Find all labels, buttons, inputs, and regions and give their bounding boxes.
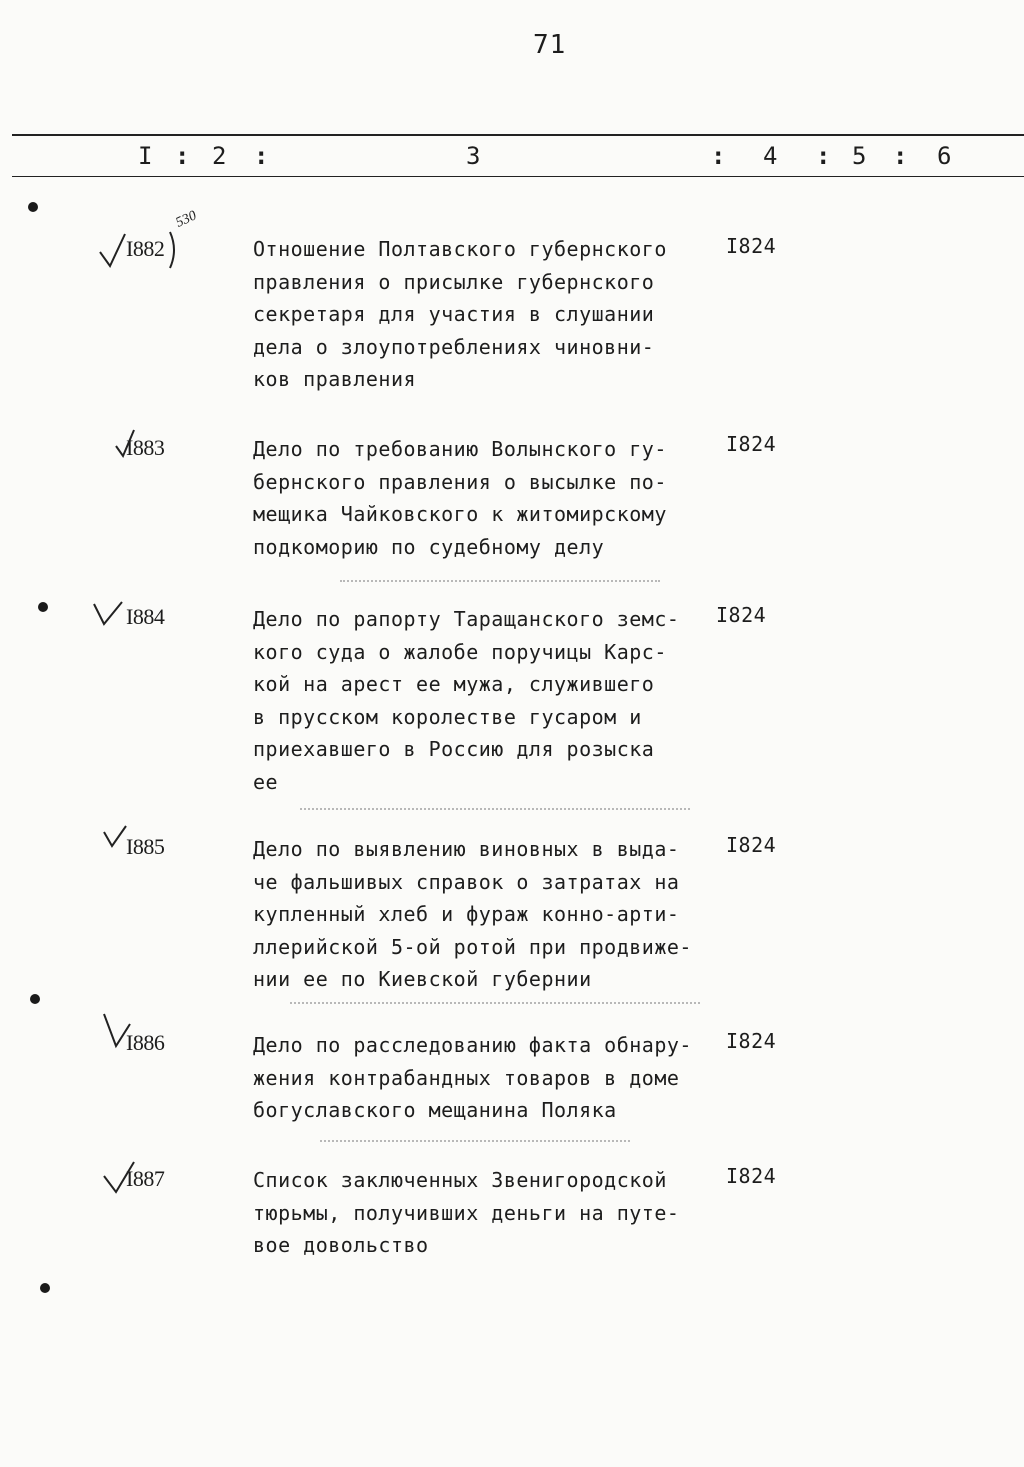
entry-number: I882 (126, 236, 165, 261)
entry-number: I887 (126, 1166, 165, 1191)
check-mark-icon (98, 232, 128, 270)
column-separator: : (254, 142, 269, 170)
row-separator (320, 1140, 630, 1142)
check-mark-icon (92, 600, 126, 628)
entry-margin-note: 530 (173, 208, 199, 231)
entry-year: I824 (726, 234, 777, 258)
row-separator (290, 1002, 700, 1004)
entry-description: Дело по рапорту Таращанского земс- кого суда о жалобе поручицы Карс- кой на арест ее мужа, служившего в прусском королестве гусаром и приехавшего в Россию для розыска ее (253, 607, 680, 794)
entry-number: I884 (126, 604, 165, 629)
entry-description: Дело по выявлению виновных в выда- че фальшивых справок о затратах на купленный хлеб и фураж конно-арти- ллерийской 5-ой ротой при продвиже- нии ее по Киевской губернии (253, 837, 692, 992)
entry-number: I885 (126, 834, 165, 859)
header-bottom-rule (12, 176, 1024, 177)
entry-description: Дело по расследованию факта обнару- жения контрабандных товаров в доме богуславского мещанина Поляка (253, 1033, 692, 1123)
entry-year: I824 (726, 1029, 777, 1053)
column-separator: : (711, 142, 726, 170)
entry-number: I886 (126, 1030, 165, 1055)
binder-hole-mark (30, 994, 40, 1004)
row-separator (300, 808, 690, 810)
entry-number: I883 (126, 435, 165, 460)
column-separator: : (893, 142, 908, 170)
column-separator: : (175, 142, 190, 170)
binder-hole-mark (38, 602, 48, 612)
binder-hole-mark (40, 1283, 50, 1293)
bracket-mark-icon (168, 230, 180, 270)
header-top-rule (12, 134, 1024, 136)
column-separator: : (816, 142, 831, 170)
column-number-5: 5 (852, 142, 867, 170)
column-number-3: 3 (466, 142, 481, 170)
column-number-1: I (138, 142, 153, 170)
entry-year: I824 (726, 833, 777, 857)
entry-description: Список заключенных Звенигородской тюрьмы, получивших деньги на путе- вое довольство (253, 1168, 680, 1258)
page-number: 71 (533, 30, 567, 60)
check-mark-icon (102, 824, 128, 850)
column-number-6: 6 (937, 142, 952, 170)
entry-description: Отношение Полтавского губернского правления о присылке губернского секретаря для участия в слушании дела о злоупотреблениях чиновни- ков правления (253, 237, 667, 392)
column-number-2: 2 (212, 142, 227, 170)
binder-hole-mark (28, 202, 38, 212)
column-number-4: 4 (763, 142, 778, 170)
entry-description: Дело по требованию Волынского гу- бернского правления о высылке по- мещика Чайковского к житомирскому подкоморию по судебному делу (253, 437, 667, 559)
row-separator (340, 580, 660, 582)
entry-year: I824 (726, 1164, 777, 1188)
entry-year: I824 (726, 432, 777, 456)
entry-year: I824 (716, 603, 767, 627)
